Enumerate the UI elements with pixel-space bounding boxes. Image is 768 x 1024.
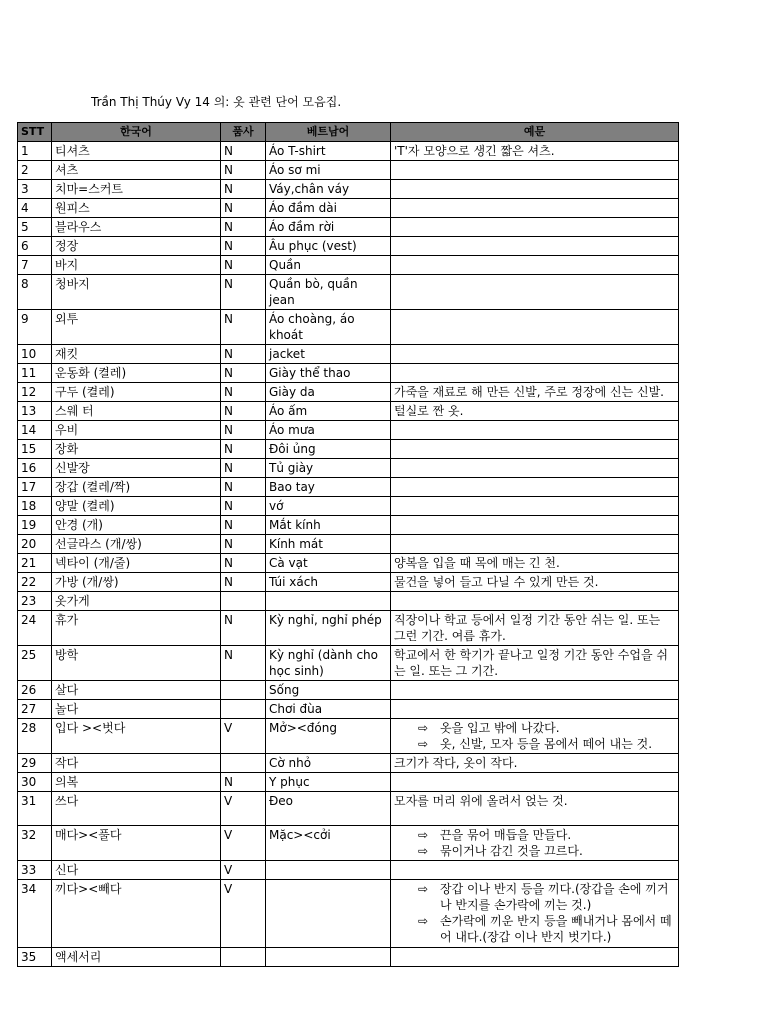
arrow-icon: ⇨ <box>418 828 429 842</box>
example-bullet <box>394 843 675 859</box>
cell-korean: 블라우스 <box>52 218 221 237</box>
cell-pos: N <box>221 237 266 256</box>
table-row <box>18 861 679 880</box>
header-pos: 품사 <box>221 123 266 142</box>
cell-pos: N <box>221 275 266 310</box>
cell-example: 물건을 넣어 들고 다닐 수 있게 만든 것. <box>391 573 679 592</box>
header-korean: 한국어 <box>52 123 221 142</box>
cell-example: 'T'자 모양으로 생긴 짧은 셔츠. <box>391 142 679 161</box>
cell-example: 모자를 머리 위에 올려서 얹는 것. <box>391 792 679 826</box>
cell-vietnamese: Quần bò, quần jean <box>266 275 391 310</box>
cell-pos: N <box>221 421 266 440</box>
cell-stt: 1 <box>18 142 52 161</box>
table-row <box>18 792 679 826</box>
table-row <box>18 948 679 967</box>
cell-pos: V <box>221 880 266 948</box>
table-row <box>18 199 679 218</box>
table-row <box>18 421 679 440</box>
table-row <box>18 310 679 345</box>
cell-stt: 29 <box>18 754 52 773</box>
cell-stt: 7 <box>18 256 52 275</box>
cell-stt: 33 <box>18 861 52 880</box>
cell-vietnamese: Túi xách <box>266 573 391 592</box>
table-row <box>18 402 679 421</box>
cell-pos <box>221 754 266 773</box>
cell-stt: 4 <box>18 199 52 218</box>
cell-pos: N <box>221 554 266 573</box>
table-row <box>18 773 679 792</box>
cell-stt: 5 <box>18 218 52 237</box>
cell-vietnamese <box>266 861 391 880</box>
cell-korean: 가방 (개/쌍) <box>52 573 221 592</box>
cell-example: 가죽을 재료로 해 만든 신발, 주로 정장에 신는 신발. <box>391 383 679 402</box>
cell-pos: N <box>221 440 266 459</box>
cell-stt: 12 <box>18 383 52 402</box>
example-bullet <box>394 827 675 843</box>
cell-stt: 22 <box>18 573 52 592</box>
cell-vietnamese: Mặc><cởi <box>266 826 391 861</box>
cell-example <box>391 516 679 535</box>
example-bullet-text: 묶이거나 감긴 것을 끄르다. <box>440 844 583 858</box>
cell-korean: 운동화 (켤레) <box>52 364 221 383</box>
table-row <box>18 611 679 646</box>
table-row <box>18 554 679 573</box>
cell-korean: 티셔츠 <box>52 142 221 161</box>
cell-pos <box>221 592 266 611</box>
cell-vietnamese <box>266 948 391 967</box>
cell-pos: V <box>221 719 266 754</box>
cell-pos: N <box>221 345 266 364</box>
cell-pos: N <box>221 459 266 478</box>
table-row <box>18 161 679 180</box>
cell-example: 크기가 작다, 옷이 작다. <box>391 754 679 773</box>
cell-example <box>391 364 679 383</box>
cell-example <box>391 592 679 611</box>
cell-example <box>391 237 679 256</box>
cell-korean: 재킷 <box>52 345 221 364</box>
cell-example <box>391 773 679 792</box>
cell-pos: N <box>221 180 266 199</box>
cell-korean: 살다 <box>52 681 221 700</box>
cell-korean: 청바지 <box>52 275 221 310</box>
cell-pos: V <box>221 826 266 861</box>
cell-korean: 끼다><빼다 <box>52 880 221 948</box>
cell-vietnamese: Giày thể thao <box>266 364 391 383</box>
cell-pos: N <box>221 573 266 592</box>
cell-example <box>391 459 679 478</box>
cell-pos: V <box>221 792 266 826</box>
cell-pos: N <box>221 402 266 421</box>
arrow-icon: ⇨ <box>418 721 429 735</box>
cell-vietnamese: Mở><đóng <box>266 719 391 754</box>
cell-example <box>391 440 679 459</box>
cell-stt: 26 <box>18 681 52 700</box>
cell-example <box>391 700 679 719</box>
cell-vietnamese: vớ <box>266 497 391 516</box>
cell-stt: 31 <box>18 792 52 826</box>
cell-stt: 10 <box>18 345 52 364</box>
cell-korean: 치마=스커트 <box>52 180 221 199</box>
cell-pos: N <box>221 256 266 275</box>
table-body <box>18 142 679 967</box>
table-row <box>18 535 679 554</box>
cell-stt: 3 <box>18 180 52 199</box>
table-row <box>18 218 679 237</box>
cell-vietnamese: Áo T-shirt <box>266 142 391 161</box>
arrow-icon: ⇨ <box>418 844 429 858</box>
cell-stt: 23 <box>18 592 52 611</box>
cell-vietnamese: Áo sơ mi <box>266 161 391 180</box>
cell-pos: N <box>221 383 266 402</box>
cell-vietnamese: Kính mát <box>266 535 391 554</box>
example-bullet <box>394 720 675 736</box>
cell-korean: 우비 <box>52 421 221 440</box>
cell-example <box>391 421 679 440</box>
cell-pos: N <box>221 310 266 345</box>
cell-example <box>391 826 679 861</box>
cell-stt: 28 <box>18 719 52 754</box>
cell-example: 털실로 짠 옷. <box>391 402 679 421</box>
cell-pos: N <box>221 535 266 554</box>
cell-stt: 2 <box>18 161 52 180</box>
cell-vietnamese: Cờ nhỏ <box>266 754 391 773</box>
table-row <box>18 880 679 948</box>
cell-vietnamese: Sống <box>266 681 391 700</box>
cell-vietnamese: Áo đầm rời <box>266 218 391 237</box>
cell-korean: 의복 <box>52 773 221 792</box>
cell-vietnamese <box>266 592 391 611</box>
cell-korean: 셔츠 <box>52 161 221 180</box>
cell-example <box>391 861 679 880</box>
cell-stt: 9 <box>18 310 52 345</box>
cell-korean: 휴가 <box>52 611 221 646</box>
example-bullet <box>394 736 675 752</box>
cell-korean: 선글라스 (개/쌍) <box>52 535 221 554</box>
cell-vietnamese: Váy,chân váy <box>266 180 391 199</box>
vocabulary-table <box>17 122 679 967</box>
cell-korean: 작다 <box>52 754 221 773</box>
cell-stt: 32 <box>18 826 52 861</box>
cell-stt: 27 <box>18 700 52 719</box>
cell-pos: N <box>221 773 266 792</box>
cell-vietnamese: Kỳ nghỉ (dành cho học sinh) <box>266 646 391 681</box>
cell-example <box>391 199 679 218</box>
cell-vietnamese: Áo mưa <box>266 421 391 440</box>
cell-korean: 외투 <box>52 310 221 345</box>
cell-vietnamese: Giày da <box>266 383 391 402</box>
cell-korean: 바지 <box>52 256 221 275</box>
cell-stt: 13 <box>18 402 52 421</box>
cell-vietnamese: Áo ấm <box>266 402 391 421</box>
table-row <box>18 459 679 478</box>
cell-vietnamese: Bao tay <box>266 478 391 497</box>
cell-example <box>391 345 679 364</box>
cell-korean: 원피스 <box>52 199 221 218</box>
table-row <box>18 275 679 310</box>
cell-korean: 스웨 터 <box>52 402 221 421</box>
cell-korean: 장화 <box>52 440 221 459</box>
cell-vietnamese: Kỳ nghỉ, nghỉ phép <box>266 611 391 646</box>
cell-korean: 안경 (개) <box>52 516 221 535</box>
cell-pos: N <box>221 646 266 681</box>
table-row <box>18 719 679 754</box>
table-row <box>18 516 679 535</box>
cell-korean: 놀다 <box>52 700 221 719</box>
cell-korean: 액세서리 <box>52 948 221 967</box>
cell-vietnamese: Chơi đùa <box>266 700 391 719</box>
cell-vietnamese <box>266 880 391 948</box>
cell-vietnamese: Áo choàng, áo khoát <box>266 310 391 345</box>
cell-example <box>391 180 679 199</box>
table-row <box>18 700 679 719</box>
cell-korean: 쓰다 <box>52 792 221 826</box>
cell-pos: N <box>221 161 266 180</box>
cell-korean: 옷가게 <box>52 592 221 611</box>
cell-stt: 14 <box>18 421 52 440</box>
table-row <box>18 440 679 459</box>
cell-stt: 20 <box>18 535 52 554</box>
cell-stt: 34 <box>18 880 52 948</box>
arrow-icon: ⇨ <box>418 882 429 896</box>
cell-stt: 8 <box>18 275 52 310</box>
cell-korean: 장갑 (켤레/짝) <box>52 478 221 497</box>
cell-pos: N <box>221 218 266 237</box>
arrow-icon: ⇨ <box>418 737 429 751</box>
cell-stt: 30 <box>18 773 52 792</box>
cell-vietnamese: Tủ giày <box>266 459 391 478</box>
cell-korean: 매다><풀다 <box>52 826 221 861</box>
cell-example <box>391 880 679 948</box>
cell-example: 학교에서 한 학기가 끝나고 일정 기간 동안 수업을 쉬는 일. 또는 그 기간. <box>391 646 679 681</box>
cell-vietnamese: Âu phục (vest) <box>266 237 391 256</box>
cell-example <box>391 310 679 345</box>
cell-korean: 넥타이 (개/줄) <box>52 554 221 573</box>
cell-example <box>391 535 679 554</box>
cell-example <box>391 256 679 275</box>
cell-pos: N <box>221 199 266 218</box>
cell-example <box>391 719 679 754</box>
header-vietnamese: 베트남어 <box>266 123 391 142</box>
example-bullet-text: 끈을 묶어 매듭을 만들다. <box>440 828 572 842</box>
example-bullet-text: 옷을 입고 밖에 나갔다. <box>440 721 560 735</box>
cell-vietnamese: Quần <box>266 256 391 275</box>
table-row <box>18 826 679 861</box>
cell-pos <box>221 681 266 700</box>
cell-example <box>391 681 679 700</box>
cell-pos: V <box>221 861 266 880</box>
cell-example <box>391 948 679 967</box>
cell-example <box>391 218 679 237</box>
table-row <box>18 256 679 275</box>
table-header-row <box>18 123 679 142</box>
example-bullet-text: 장갑 이나 반지 등을 끼다.(장갑을 손에 끼거나 반지를 손가락에 끼는 것.) <box>440 882 669 912</box>
cell-stt: 19 <box>18 516 52 535</box>
table-row <box>18 478 679 497</box>
example-bullet-text: 옷, 신발, 모자 등을 몸에서 떼어 내는 것. <box>440 737 653 751</box>
table-row <box>18 681 679 700</box>
cell-korean: 신발장 <box>52 459 221 478</box>
cell-example <box>391 478 679 497</box>
table-row <box>18 754 679 773</box>
cell-stt: 21 <box>18 554 52 573</box>
cell-vietnamese: Y phục <box>266 773 391 792</box>
cell-pos: N <box>221 478 266 497</box>
cell-example <box>391 275 679 310</box>
cell-stt: 15 <box>18 440 52 459</box>
table-row <box>18 180 679 199</box>
cell-stt: 11 <box>18 364 52 383</box>
cell-example <box>391 161 679 180</box>
cell-pos: N <box>221 364 266 383</box>
arrow-icon: ⇨ <box>418 914 429 928</box>
cell-vietnamese: Áo đầm dài <box>266 199 391 218</box>
table-row <box>18 345 679 364</box>
table-row <box>18 573 679 592</box>
cell-korean: 정장 <box>52 237 221 256</box>
cell-korean: 구두 (켤레) <box>52 383 221 402</box>
cell-korean: 양말 (켤레) <box>52 497 221 516</box>
cell-stt: 25 <box>18 646 52 681</box>
cell-korean: 방학 <box>52 646 221 681</box>
cell-vietnamese: Đôi ủng <box>266 440 391 459</box>
cell-pos <box>221 700 266 719</box>
cell-pos: N <box>221 497 266 516</box>
cell-example: 양복을 입을 때 목에 매는 긴 천. <box>391 554 679 573</box>
table-row <box>18 592 679 611</box>
cell-vietnamese: jacket <box>266 345 391 364</box>
cell-stt: 16 <box>18 459 52 478</box>
table-row <box>18 364 679 383</box>
cell-stt: 17 <box>18 478 52 497</box>
table-row <box>18 237 679 256</box>
cell-stt: 24 <box>18 611 52 646</box>
cell-pos <box>221 948 266 967</box>
cell-pos: N <box>221 516 266 535</box>
cell-vietnamese: Mắt kính <box>266 516 391 535</box>
example-bullet <box>394 881 675 913</box>
table-row <box>18 497 679 516</box>
example-bullet <box>394 913 675 945</box>
cell-vietnamese: Đeo <box>266 792 391 826</box>
cell-vietnamese: Cà vạt <box>266 554 391 573</box>
cell-stt: 6 <box>18 237 52 256</box>
cell-stt: 35 <box>18 948 52 967</box>
header-stt: STT <box>18 123 52 142</box>
table-row <box>18 383 679 402</box>
cell-stt: 18 <box>18 497 52 516</box>
cell-korean: 입다 ><벗다 <box>52 719 221 754</box>
cell-example <box>391 497 679 516</box>
example-bullet-text: 손가락에 끼운 반지 등을 빼내거나 몸에서 떼어 내다.(장갑 이나 반지 벗기다.) <box>440 914 672 944</box>
table-row <box>18 142 679 161</box>
cell-example: 직장이나 학교 등에서 일정 기간 동안 쉬는 일. 또는 그런 기간. 여름 휴가. <box>391 611 679 646</box>
cell-pos: N <box>221 142 266 161</box>
header-example: 예문 <box>391 123 679 142</box>
cell-pos: N <box>221 611 266 646</box>
cell-korean: 신다 <box>52 861 221 880</box>
document-heading: Trần Thị Thúy Vy 14 의: 옷 관련 단어 모음집. <box>91 95 342 109</box>
table-row <box>18 646 679 681</box>
